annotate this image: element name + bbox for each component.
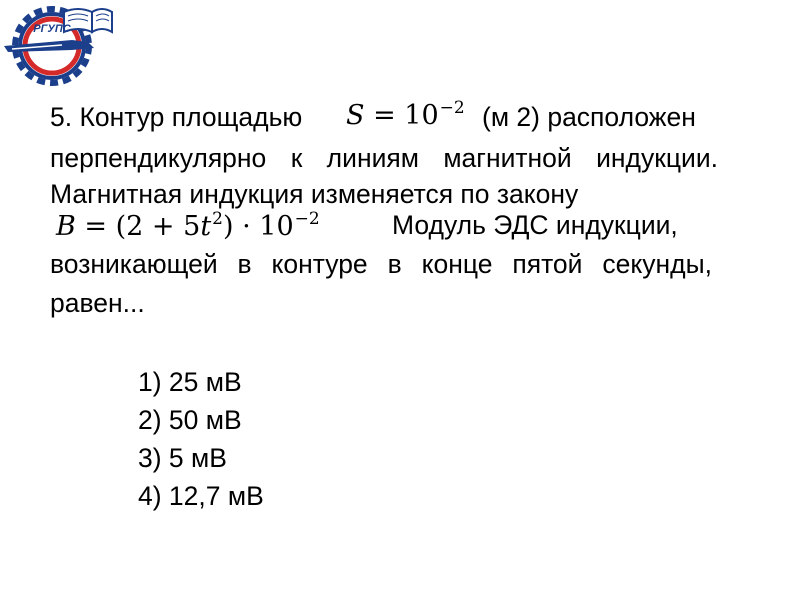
problem-line-4: Модуль ЭДС индукции, — [392, 210, 678, 240]
problem-line-1b: (м 2) расположен — [482, 102, 696, 132]
book-icon — [64, 9, 112, 32]
answer-option-1: 1) 25 мВ — [138, 367, 242, 397]
answer-option-4: 4) 12,7 мВ — [138, 481, 264, 511]
problem-line-3: Магнитная индукция изменяется по закону — [50, 179, 579, 209]
problem-line-5: возникающей в контуре в конце пятой секунды, — [50, 249, 712, 279]
problem-line-6: равен... — [50, 288, 145, 318]
problem-line-2: перпендикулярно к линиям магнитной индукции. — [50, 143, 718, 173]
answer-option-2: 2) 50 мВ — [138, 405, 242, 435]
formula-s: $S = 10^{-2}$ — [346, 98, 465, 131]
logo-text: РГУПС — [33, 23, 71, 35]
formula-b: $B = (2 + 5t^2) \cdot 10^{-2}$ — [56, 209, 320, 242]
logo-ring-text: РОСТОВ-НА-ДОН — [30, 52, 76, 71]
problem-line-1a: 5. Контур площадью — [50, 102, 303, 132]
answer-option-3: 3) 5 мВ — [138, 443, 227, 473]
university-logo — [2, 2, 114, 90]
